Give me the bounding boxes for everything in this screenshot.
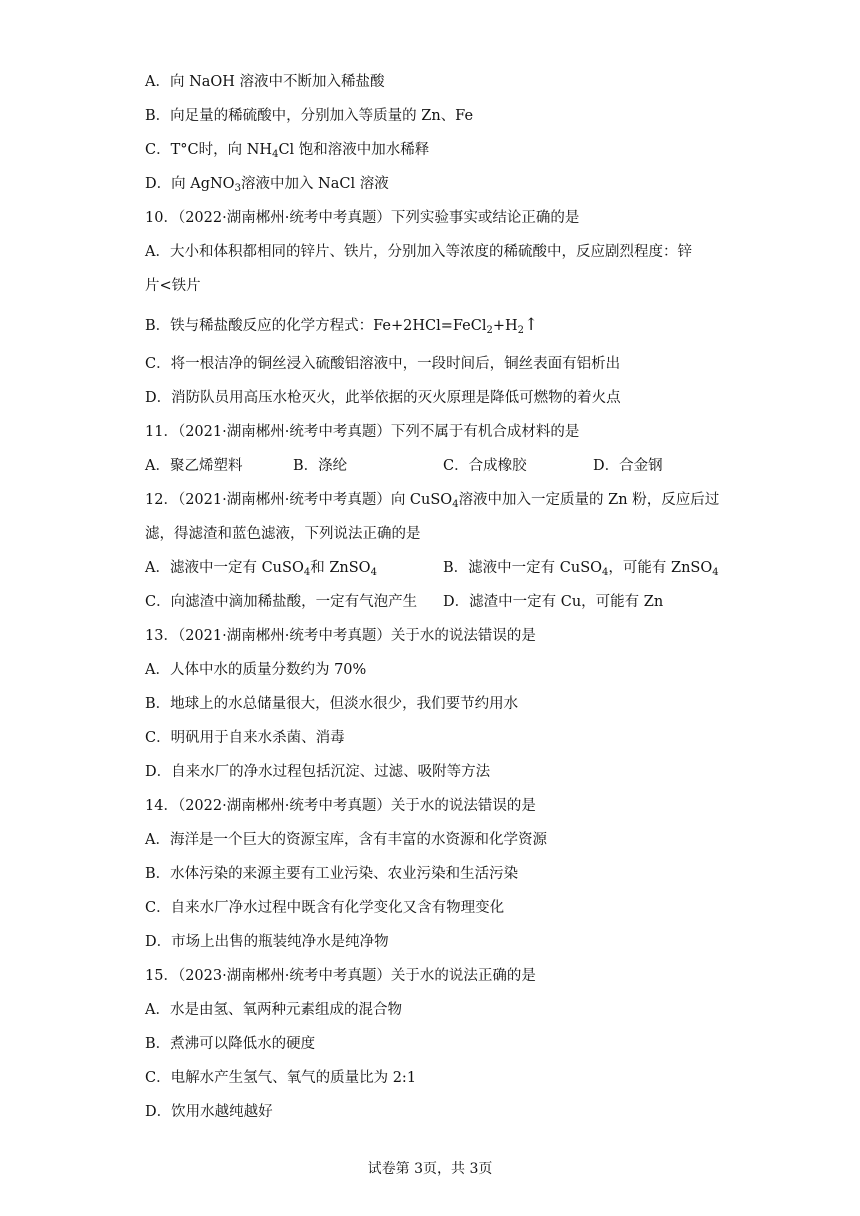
q14-stem: 14．（2022·湖南郴州·统考中考真题）关于水的说法错误的是 — [145, 798, 536, 814]
q9-option-c: C．T°C时，向 $NH_4Cl$ 饱和溶液中加水稀释 — [145, 142, 430, 160]
q11-option-b: B．涤纶 — [293, 458, 348, 474]
q9-option-b: B．向足量的稀硫酸中，分别加入等质量的 Zn、Fe — [145, 108, 474, 124]
q9-option-a: A．向 NaOH 溶液中不断加入稀盐酸 — [145, 74, 385, 90]
gas-arrow: ↑ — [524, 315, 539, 335]
q11-option-c: C．合成橡胶 — [443, 458, 527, 474]
q10-option-b: B．铁与稀盐酸反应的化学方程式：$Fe+2HCl=FeCl_2+H_2↑$ — [145, 315, 539, 336]
q13-option-c: C．明矾用于自来水杀菌、消毒 — [145, 730, 345, 746]
q12-option-a: A．滤液中一定有 CuSO$_4$和 ZnSO$_4$ — [145, 560, 377, 578]
q12-option-b: B．滤液中一定有 CuSO$_4$，可能有 ZnSO$_4$ — [443, 560, 719, 578]
q15-stem: 15．（2023·湖南郴州·统考中考真题）关于水的说法正确的是 — [145, 968, 536, 984]
q11-option-a: A．聚乙烯塑料 — [145, 458, 243, 474]
q15-option-b: B．煮沸可以降低水的硬度 — [145, 1036, 316, 1052]
q15-option-a: A．水是由氢、氧两种元素组成的混合物 — [145, 1002, 402, 1018]
q11-stem: 11．（2021·湖南郴州·统考中考真题）下列不属于有机合成材料的是 — [145, 424, 580, 440]
q12-option-c: C．向滤渣中滴加稀盐酸，一定有气泡产生 — [145, 594, 418, 610]
q13-option-a: A．人体中水的质量分数约为 70% — [145, 662, 367, 678]
page-footer: 试卷第 3页，共 3页 — [367, 1161, 493, 1177]
q10-option-c: C．将一根洁净的铜丝浸入硫酸铝溶液中，一段时间后，铜丝表面有铝析出 — [145, 356, 621, 372]
q12-stem-cont: 滤，得滤渣和蓝色滤液，下列说法正确的是 — [145, 526, 421, 542]
q9-option-d: D．向 AgNO$_3$溶液中加入 NaCl 溶液 — [145, 176, 389, 194]
q12-option-d: D．滤渣中一定有 Cu，可能有 Zn — [443, 594, 664, 610]
q15-option-d: D．饮用水越纯越好 — [145, 1104, 273, 1120]
q13-option-b: B．地球上的水总储量很大，但淡水很少，我们要节约用水 — [145, 696, 519, 712]
q14-option-b: B．水体污染的来源主要有工业污染、农业污染和生活污染 — [145, 866, 519, 882]
q10-option-a-cont: 片<铁片 — [145, 278, 201, 294]
q10-option-d: D．消防队员用高压水枪灭火，此举依据的灭火原理是降低可燃物的着火点 — [145, 390, 621, 406]
q14-option-d: D．市场上出售的瓶装纯净水是纯净物 — [145, 934, 389, 950]
q14-option-c: C．自来水厂净水过程中既含有化学变化又含有物理变化 — [145, 900, 505, 916]
q10-stem: 10．（2022·湖南郴州·统考中考真题）下列实验事实或结论正确的是 — [145, 210, 580, 226]
q12-stem: 12．（2021·湖南郴州·统考中考真题）向 CuSO$_4$溶液中加入一定质量的 Zn 粉，反应后过 — [145, 492, 720, 510]
q15-option-c: C．电解水产生氢气、氧气的质量比为 2:1 — [145, 1070, 417, 1086]
q13-option-d: D．自来水厂的净水过程包括沉淀、过滤、吸附等方法 — [145, 764, 491, 780]
q13-stem: 13．（2021·湖南郴州·统考中考真题）关于水的说法错误的是 — [145, 628, 536, 644]
q14-option-a: A．海洋是一个巨大的资源宝库，含有丰富的水资源和化学资源 — [145, 832, 547, 848]
q11-option-d: D．合金钢 — [593, 458, 663, 474]
q10-option-a: A．大小和体积都相同的锌片、铁片，分别加入等浓度的稀硫酸中，反应剧烈程度：锌 — [145, 244, 692, 260]
